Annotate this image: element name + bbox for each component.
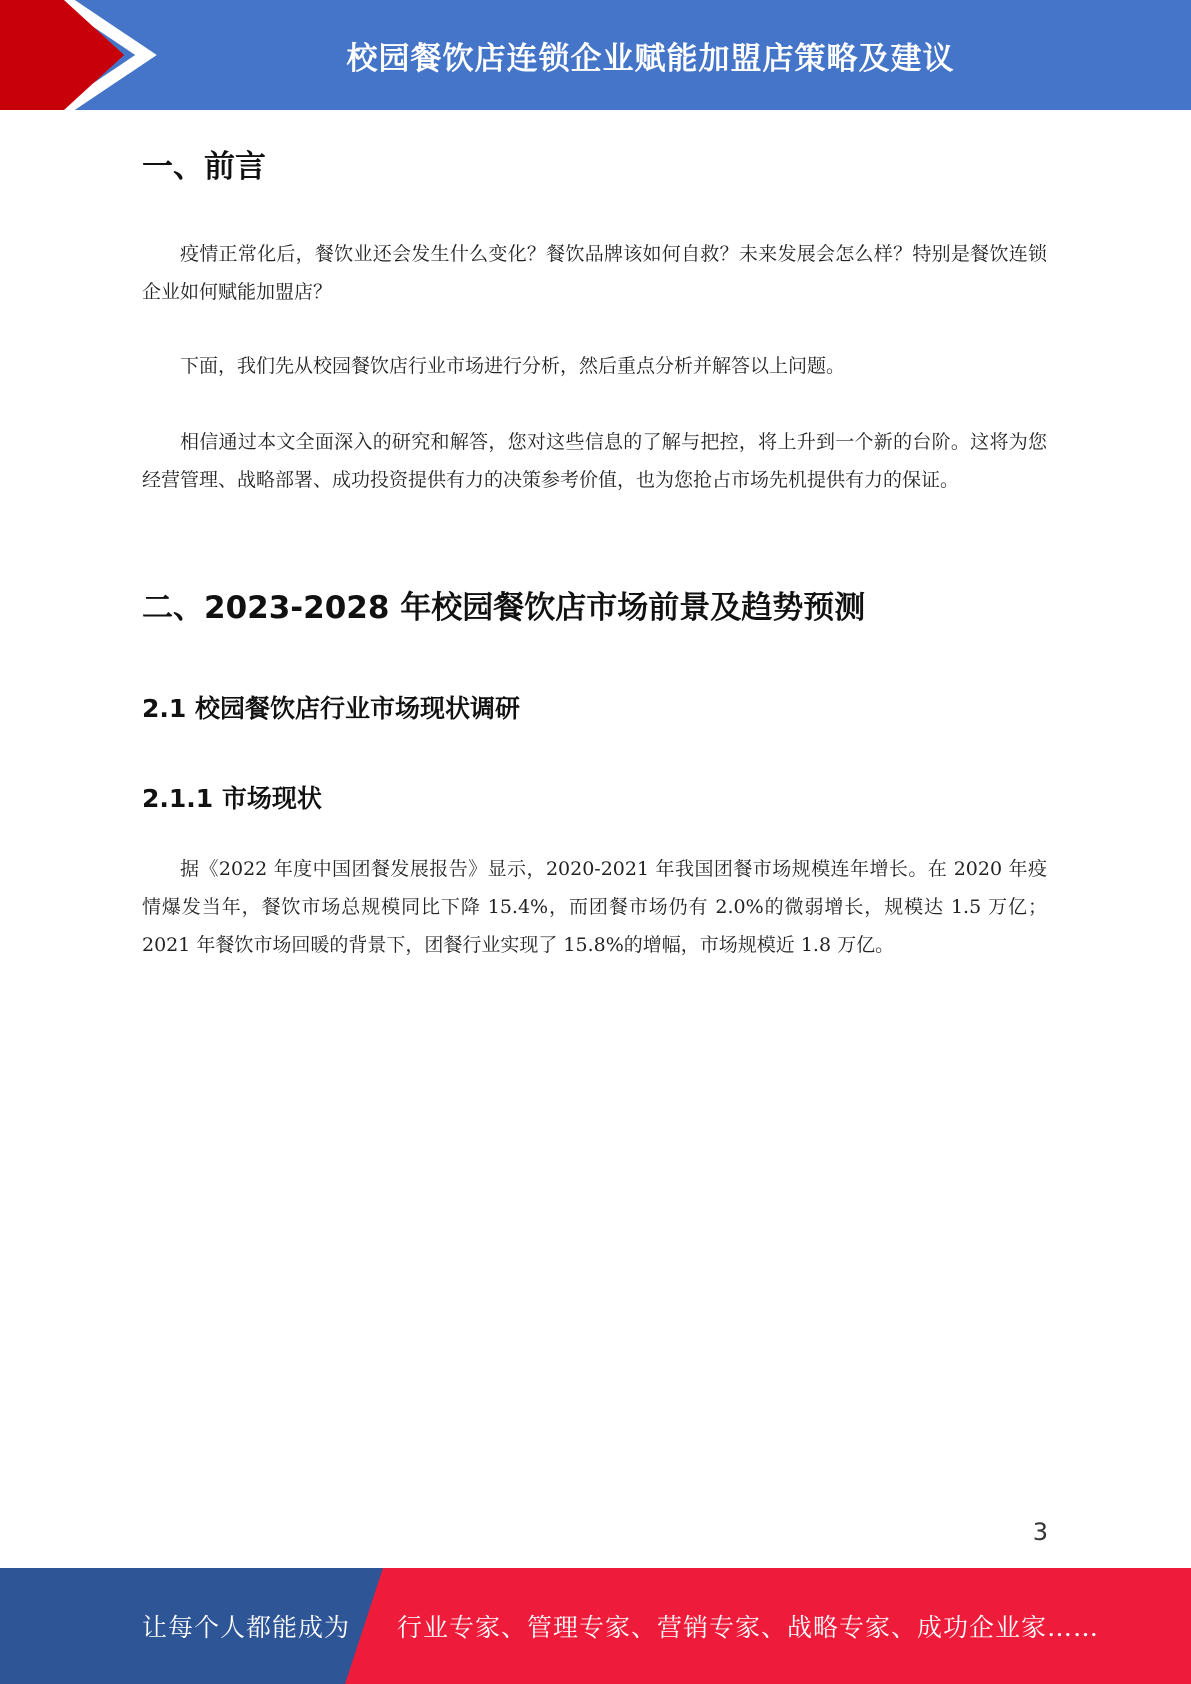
paragraph-preface-2: 下面，我们先从校园餐饮店行业市场进行分析，然后重点分析并解答以上问题。 <box>180 355 846 377</box>
footer-slogan-right: 行业专家、管理专家、营销专家、战略专家、成功企业家…… <box>397 1613 1100 1642</box>
paragraph-market-status: 据《2022 年度中国团餐发展报告》显示，2020-2021 年我国团餐市场规模连年增长。在 2020 年疫情爆发当年，餐饮市场总规模同比下降 15.4%，而团餐市场仍有 2.0%的微弱增长，规模达 1.5 万亿；2021 年餐饮市场回暖的背景下，团餐行业实现了 15.8%的增幅，市场规模近 1.8 万亿。 <box>142 858 1047 956</box>
paragraph-preface-1: 疫情正常化后，餐饮业还会发生什么变化？餐饮品牌该如何自救？未来发展会怎么样？特别是餐饮连锁企业如何赋能加盟店？ <box>142 243 1047 303</box>
footer-banner <box>0 1568 1191 1684</box>
subsection-heading-2-1: 2.1 校园餐饮店行业市场现状调研 <box>142 694 520 723</box>
section-heading-preface: 一、前言 <box>142 149 266 185</box>
document-title: 校园餐饮店连锁企业赋能加盟店策略及建议 <box>346 40 955 77</box>
paragraph-preface-3: 相信通过本文全面深入的研究和解答，您对这些信息的了解与把控，将上升到一个新的台阶。这将为您经营管理、战略部署、成功投资提供有力的决策参考价值，也为您抢占市场先机提供有力的保证。 <box>142 431 1047 491</box>
page-number: 3 <box>1032 1518 1048 1546</box>
section-heading-market-outlook: 二、2023-2028 年校园餐饮店市场前景及趋势预测 <box>142 590 866 626</box>
footer-slogan-left: 让每个人都能成为 <box>142 1613 351 1642</box>
header-banner <box>0 0 1191 110</box>
subsection-heading-2-1-1: 2.1.1 市场现状 <box>142 784 322 813</box>
